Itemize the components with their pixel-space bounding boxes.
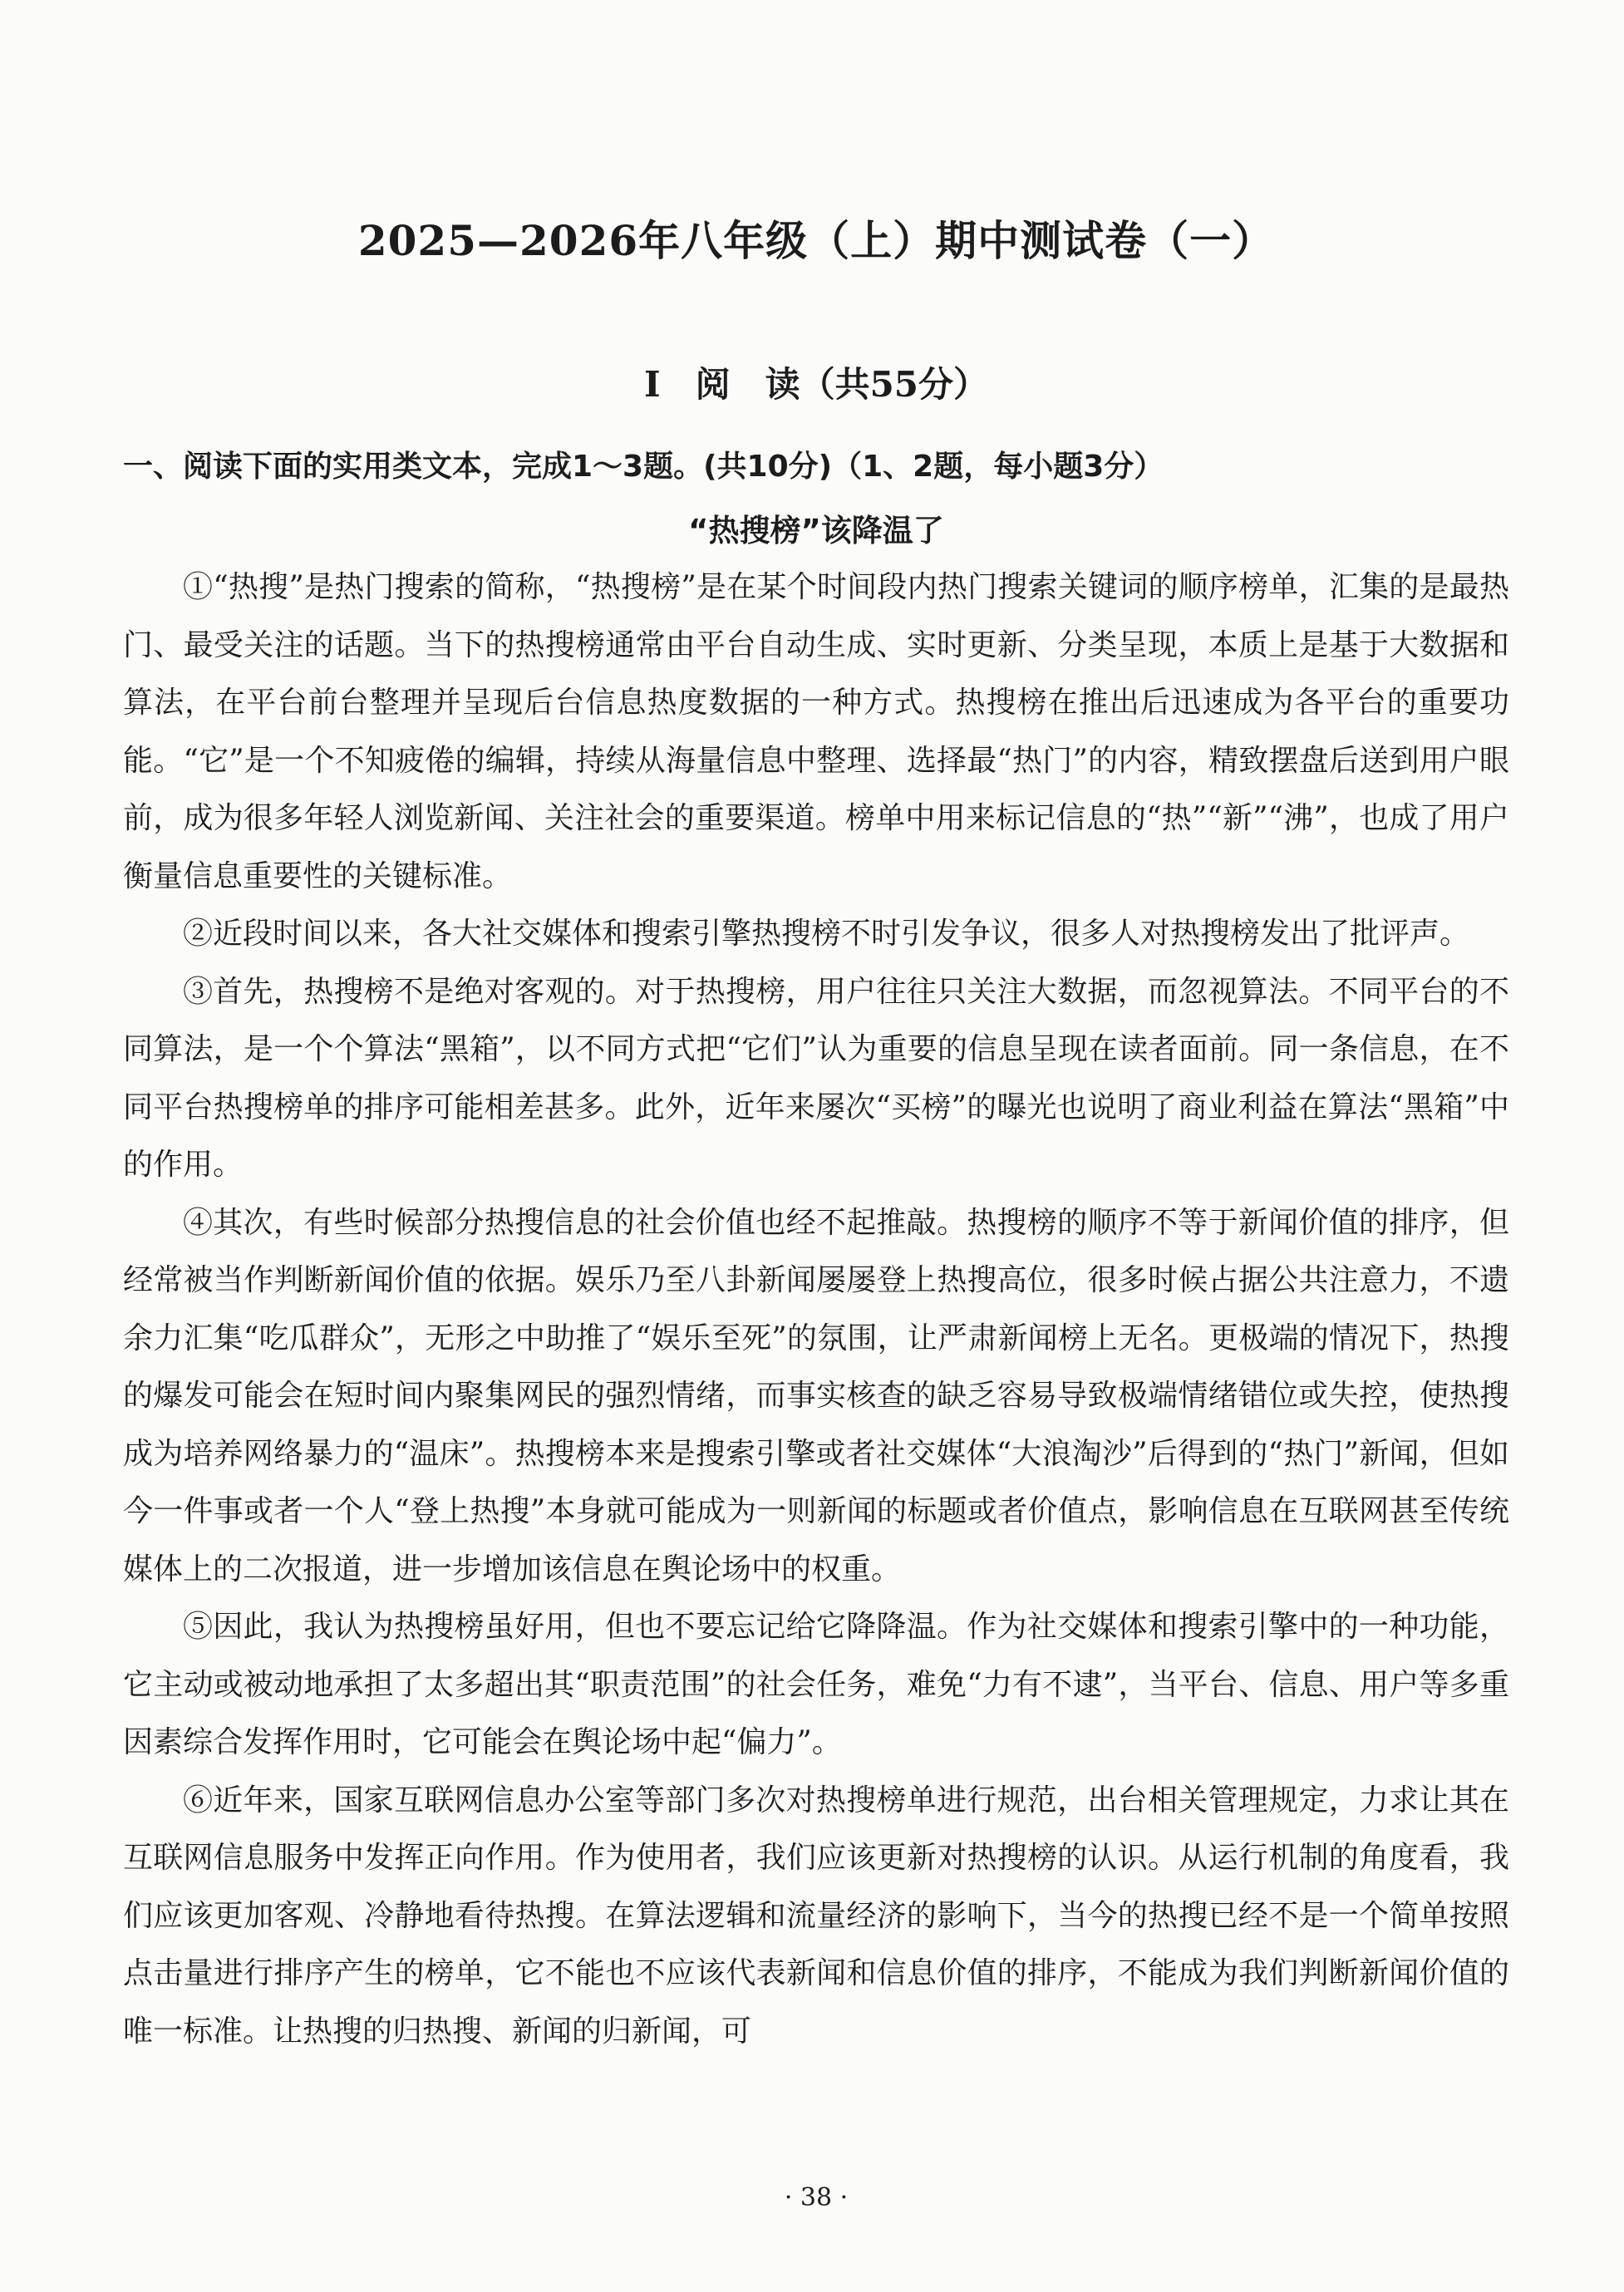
- paragraph-5: ⑤因此，我认为热搜榜虽好用，但也不要忘记给它降降温。作为社交媒体和搜索引擎中的一种功能，它主动或被动地承担了太多超出其“职责范围”的社会任务，难免“力有不逮”，当平台、信息、用户等多重因素综合发挥作用时，它可能会在舆论场中起“偏力”。: [123, 1610, 1509, 1759]
- paragraph-4: ④其次，有些时候部分热搜信息的社会价值也经不起推敲。热搜榜的顺序不等于新闻价值的排序，但经常被当作判断新闻价值的依据。娱乐乃至八卦新闻屡屡登上热搜高位，很多时候占据公共注意力，不遗余力汇集“吃瓜群众”，无形之中助推了“娱乐至死”的氛围，让严肃新闻榜上无名。更极端的情况下，热搜的爆发可能会在短时间内聚集网民的强烈情绪，而事实核查的缺乏容易导致极端情绪错位或失控，使热搜成为培养网络暴力的“温床”。热搜榜本来是搜索引擎或者社交媒体“大浪淘沙”后得到的“热门”新闻，但如今一件事或者一个人“登上热搜”本身就可能成为一则新闻的标题或者价值点，影响信息在互联网甚至传统媒体上的二次报道，进一步增加该信息在舆论场中的权重。: [123, 1205, 1509, 1586]
- article-title: “热搜榜”该降温了: [688, 513, 944, 548]
- paragraph-3: ③首先，热搜榜不是绝对客观的。对于热搜榜，用户往往只关注大数据，而忽视算法。不同平台的不同算法，是一个个算法“黑箱”，以不同方式把“它们”认为重要的信息呈现在读者面前。同一条信息，在不同平台热搜榜单的排序可能相差甚多。此外，近年来屡次“买榜”的曝光也说明了商业利益在算法“黑箱”中的作用。: [123, 974, 1509, 1182]
- section-heading: I 阅 读（共55分）: [643, 364, 989, 405]
- paragraph-2: ②近段时间以来，各大社交媒体和搜索引擎热搜榜不时引发争议，很多人对热搜榜发出了批评声。: [183, 917, 1470, 951]
- exam-page: [123, 0, 1509, 2292]
- exam-title: 2025—2026年八年级（上）期中测试卷（一）: [357, 216, 1275, 265]
- paragraph-6: ⑥近年来，国家互联网信息办公室等部门多次对热搜榜单进行规范，出台相关管理规定，力求让其在互联网信息服务中发挥正向作用。作为使用者，我们应该更新对热搜榜的认识。从运行机制的角度看，我们应该更加客观、冷静地看待热搜。在算法逻辑和流量经济的影响下，当今的热搜已经不是一个简单按照点击量进行排序产生的榜单，它不能也不应该代表新闻和信息价值的排序，不能成为我们判断新闻价值的唯一标准。让热搜的归热搜、新闻的归新闻，可: [123, 1783, 1509, 2049]
- article-body: [123, 558, 1509, 2060]
- page-number: · 38 ·: [784, 2183, 849, 2212]
- paragraph-1: ①“热搜”是热门搜索的简称，“热搜榜”是在某个时间段内热门搜索关键词的顺序榜单，汇集的是最热门、最受关注的话题。当下的热搜榜通常由平台自动生成、实时更新、分类呈现，本质上是基于大数据和算法，在平台前台整理并呈现后台信息热度数据的一种方式。热搜榜在推出后迅速成为各平台的重要功能。“它”是一个不知疲倦的编辑，持续从海量信息中整理、选择最“热门”的内容，精致摆盘后送到用户眼前，成为很多年轻人浏览新闻、关注社会的重要渠道。榜单中用来标记信息的“热”“新”“沸”，也成了用户衡量信息重要性的关键标准。: [123, 570, 1509, 893]
- question-heading: 一、阅读下面的实用类文本，完成1～3题。(共10分)（1、2题，每小题3分）: [123, 450, 1164, 484]
